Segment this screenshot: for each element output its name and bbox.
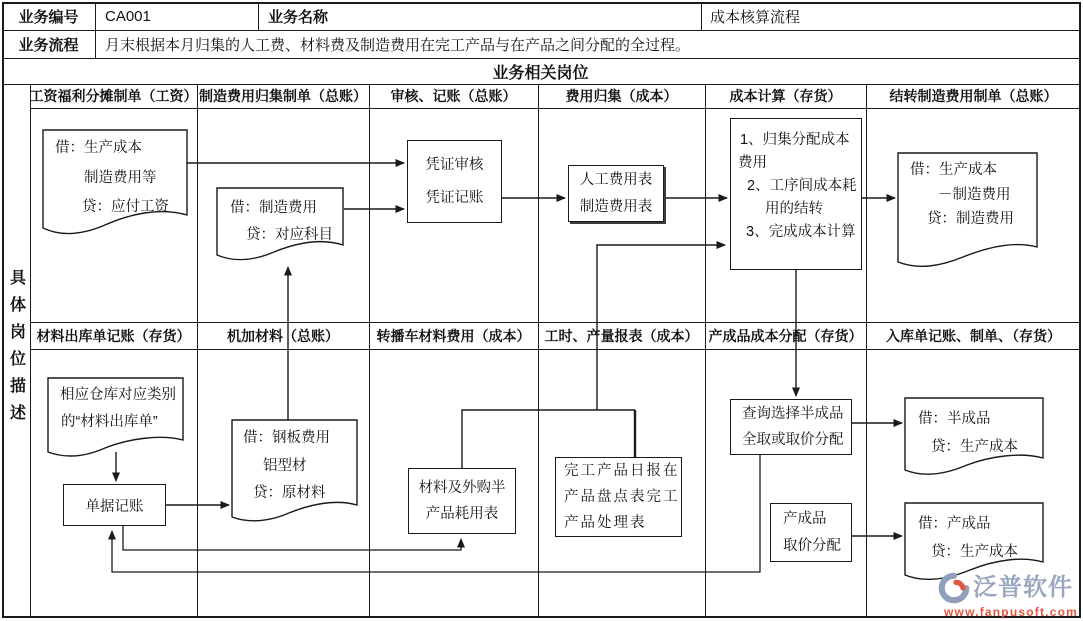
doc-semi-product: 借：半成品 贷：生产成本 <box>918 411 1018 455</box>
side-label: 具体岗位描述 <box>7 269 25 431</box>
doc-finished-product: 借：产成品 贷：生产成本 <box>918 516 1018 560</box>
band1-header-6: 结转制造费用制单（总账） <box>889 88 1058 104</box>
fanpu-logo-icon <box>938 572 970 604</box>
fanpu-logo-text: 泛普软件 <box>973 574 1073 601</box>
band2-header-1: 材料出库单记账（存货） <box>36 327 191 344</box>
biz-code-value: CA001 <box>105 7 151 25</box>
doc-wage-alloc: 借：生产成本 制造费用等 贷：应付工资 <box>55 140 169 215</box>
section-title: 业务相关岗位 <box>492 64 589 82</box>
band1-header-4: 费用归集（成本） <box>565 88 678 104</box>
box-document-posting: 单据记账 <box>63 484 166 526</box>
box-cost-calculation: 1、归集分配成本 费用 2、工序间成本耗 用的结转 3、完成成本计算 <box>730 118 862 270</box>
band2-header-3: 转播车材料费用（成本） <box>376 327 531 344</box>
flow-description: 月末根据本月归集的人工费、材料费及制造费用在完工产品与在产品之间分配的全过程。 <box>105 36 691 54</box>
doc-mfg-collect: 借：制造费用 贷：对应科目 <box>230 200 333 243</box>
band1-header-2: 制造费用归集制单（总账） <box>199 88 367 104</box>
flow-label: 业务流程 <box>18 36 79 54</box>
band1-header-5: 成本计算（存货） <box>729 88 842 104</box>
band2-header-4: 工时、产量报表（成本） <box>544 327 699 344</box>
band2-header-5: 产成品成本分配（存货） <box>708 327 863 344</box>
biz-name-label: 业务名称 <box>268 8 329 26</box>
box-material-usage-table: 材料及外购半 产品耗用表 <box>408 468 516 534</box>
band1-header-3: 审核、记账（总账） <box>390 88 517 104</box>
biz-name-value: 成本核算流程 <box>710 8 801 26</box>
box-finished-product-report: 完工产品日报在 产品盘点表完工 产品处理表 <box>555 457 682 537</box>
doc-warehouse-outbound: 相应仓库对应类别 的“材料出库单” <box>60 387 176 430</box>
biz-code-label: 业务编号 <box>18 8 79 26</box>
fanpu-logo-url[interactable]: www.fanpusoft.com <box>944 605 1078 619</box>
box-expense-tables: 人工费用表 制造费用表 <box>568 165 664 222</box>
band2-header-6: 入库单记账、制单、（存货） <box>886 327 1061 344</box>
box-query-semi-product: 查询选择半成品 全取或取价分配 <box>730 399 852 455</box>
fanpu-logo[interactable] <box>938 572 1083 618</box>
band1-header-1: 工资福利分摊制单（工资） <box>29 88 198 104</box>
band2-header-2: 机加材料（总账） <box>227 327 339 344</box>
doc-steel-material: 借：钢板费用 铝型材 贷：原材料 <box>243 430 330 501</box>
box-voucher-audit: 凭证审核 凭证记账 <box>407 140 502 223</box>
doc-transfer-mfg: 借：生产成本 －制造费用 贷：制造费用 <box>910 162 1014 227</box>
box-finished-pricing: 产成品 取价分配 <box>770 503 852 562</box>
